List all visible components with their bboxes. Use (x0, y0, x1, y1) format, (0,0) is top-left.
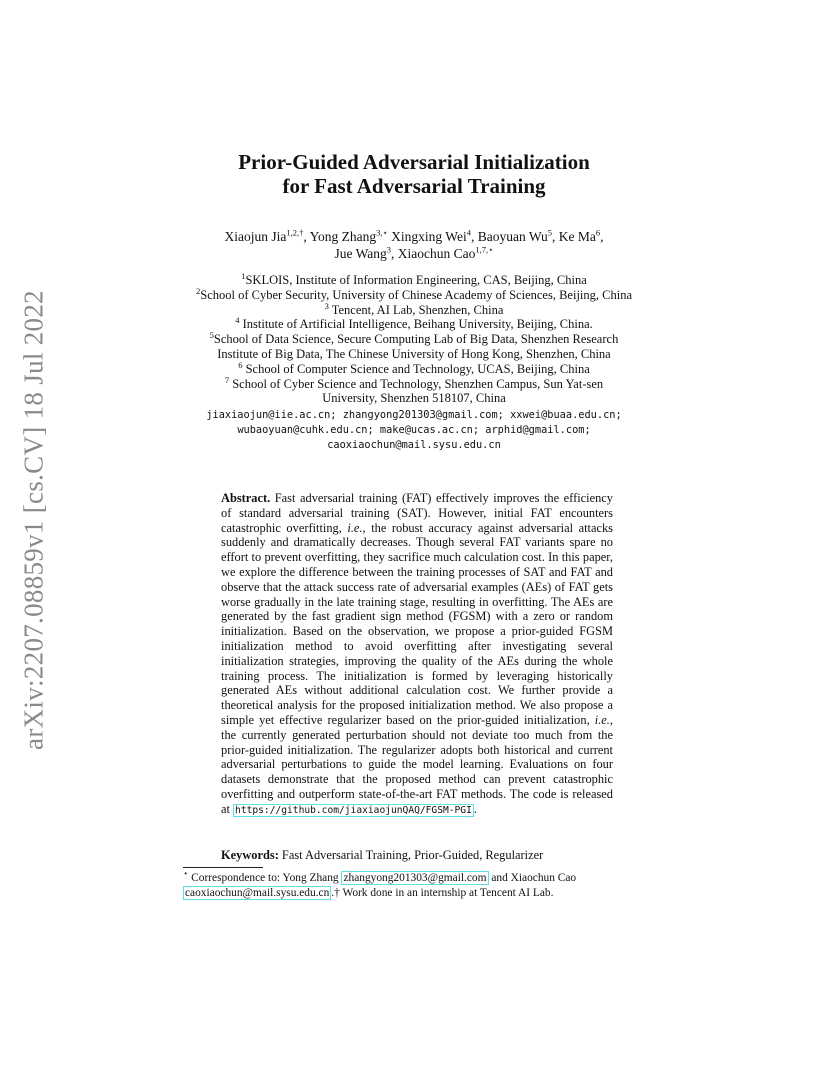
email-link-cao[interactable]: caoxiaochun@mail.sysu.edu.cn (185, 886, 330, 899)
title-line-1: Prior-Guided Adversarial Initialization (238, 150, 590, 174)
affiliation-2: $^2$School of Cyber Security, University of Chinese Academy of Sciences, Beijing, China (196, 285, 632, 302)
affiliation-3: $^3$ Tencent, AI Lab, Shenzhen, China (324, 300, 504, 317)
abstract-text-1: Fast adversarial training (FAT) effectively improves the efficiency of standard adversarial training (SAT). However, initial FAT encounters catastrophic overfitting, (221, 491, 613, 535)
abstract-text-2: , the robust accuracy against adversarial attacks suddenly and dramatically decreases. Though several FAT variants spare no effort to prevent overfitting, they sacrifice much calculation cost. In this paper, we explore the difference between the training processes of SAT and FAT and observe that the attack success rate of adversarial examples (AEs) of FAT gets worse gradually in the late training stage, resulting in overfitting. The AEs are generated by the fast gradient sign method (FGSM) with a zero or random initialization. Based on the observation, we propose a prior-guided FGSM initialization method to avoid overfitting after investigating several initialization strategies, improving the quality of the AEs during the whole training process. The initialization is formed by leveraging historically generated AEs without additional calculation cost. We further provide a theoretical analysis for the proposed initialization method. We also propose a simple yet effective regularizer based on the prior-guided initialization, (221, 520, 613, 727)
email-line-2: wubaoyuan@cuhk.edu.cn; make@ucas.ac.cn; arphid@gmail.com; (237, 423, 591, 436)
title-line-2: for Fast Adversarial Training (282, 174, 546, 198)
affiliation-1: $^1$SKLOIS, Institute of Information Engineering, CAS, Beijing, China (241, 270, 587, 287)
email-link-zhang[interactable]: zhangyong201303@gmail.com (343, 872, 487, 884)
affiliation-4: $^4$ Institute of Artificial Intelligence, Beihang University, Beijing, China. (235, 315, 593, 332)
affiliation-5-cont: Institute of Big Data, The Chinese University of Hong Kong, Shenzhen, China (217, 346, 611, 361)
author-list (0, 228, 828, 262)
author-line-1: Xiaojun Jia$^{1,2,\dagger}$, Yong Zhang$^{3,⋆}$ Xingxing Wei$^4$, Baoyuan Wu$^5$, Ke Ma$^6$, (224, 227, 604, 244)
abstract-label: Abstract. (221, 491, 271, 505)
abstract-text-3: , the currently generated perturbation should not deviate too much from the prior-guided initialization. The regularizer adopts both historical and current adversarial perturbations to guide the model learning. Evaluations on four datasets demonstrate that the proposed method can prevent catastrophic overfitting and outperform state-of-the-art FAT methods. The code is released at (221, 712, 613, 816)
keywords-label: Keywords: (221, 848, 279, 862)
paper-title (0, 150, 828, 198)
email-line-3: caoxiaochun@mail.sysu.edu.cn (327, 438, 501, 451)
code-repository-link[interactable]: https://github.com/jiaxiaojunQAQ/FGSM-PGI (235, 804, 472, 816)
keywords-text: Fast Adversarial Training, Prior-Guided, Regularizer (278, 848, 544, 862)
affiliation-5: $^5$School of Data Science, Secure Computing Lab of Big Data, Shenzhen Research (209, 330, 619, 347)
affiliations (0, 270, 828, 406)
author-emails (0, 408, 828, 452)
keywords (221, 848, 613, 863)
affiliation-7-cont: University, Shenzhen 518107, China (322, 391, 506, 406)
affiliation-7: $^7$ School of Cyber Science and Technology, Shenzhen Campus, Sun Yat-sen (224, 374, 604, 391)
arxiv-identifier: arXiv:2207.08859v1 [cs.CV] 18 Jul 2022 (18, 290, 49, 750)
email-line-1: jiaxiaojun@iie.ac.cn; zhangyong201303@gmail.com; xxwei@buaa.edu.cn; (206, 409, 622, 421)
author-line-2: Jue Wang$^3$, Xiaochun Cao$^{1,7,⋆}$ (334, 244, 494, 261)
correspondence-footnote: ⋆ Correspondence to: Yong Zhang zhangyong201303@gmail.com and Xiaochun Cao caoxiaochun@mail.sysu.edu.cn .† Work done in an internship at Tencent AI Lab. (183, 868, 577, 899)
affiliation-6: $^6$ School of Computer Science and Technology, UCAS, Beijing, China (238, 359, 590, 376)
abstract: Abstract. Fast adversarial training (FAT) effectively improves the efficiency of standard adversarial training (SAT). However, initial FAT encounters catastrophic overfitting, i.e., the robust accuracy against adversarial attacks suddenly and dramatically decreases. Though several FAT variants spare no effort to prevent overfitting, they sacrifice much calculation cost. In this paper, we explore the difference between the training processes of SAT and FAT and observe that the attack success rate of adversarial examples (AEs) of FAT gets worse gradually in the late training stage, resulting in overfitting. The AEs are generated by the fast gradient sign method (FGSM) with a zero or random initialization. Based on the observation, we propose a prior-guided FGSM initialization method to avoid overfitting after investigating several initialization strategies, improving the quality of the AEs during the whole training process. The initialization is formed by leveraging historically generated AEs without additional calculation cost. We further provide a theoretical analysis for the proposed initialization method. We also propose a simple yet effective regularizer based on the prior-guided initialization, i.e., the currently generated perturbation should not deviate too much from the prior-guided initialization. The regularizer adopts both historical and current adversarial perturbations to guide the model learning. Evaluations on four datasets demonstrate that the proposed method can prevent catastrophic overfitting and outperform state-of-the-art FAT methods. The code is released at https://github.com/jiaxiaojunQAQ/FGSM-PGI . (221, 491, 613, 816)
footnote-rule (183, 867, 263, 868)
